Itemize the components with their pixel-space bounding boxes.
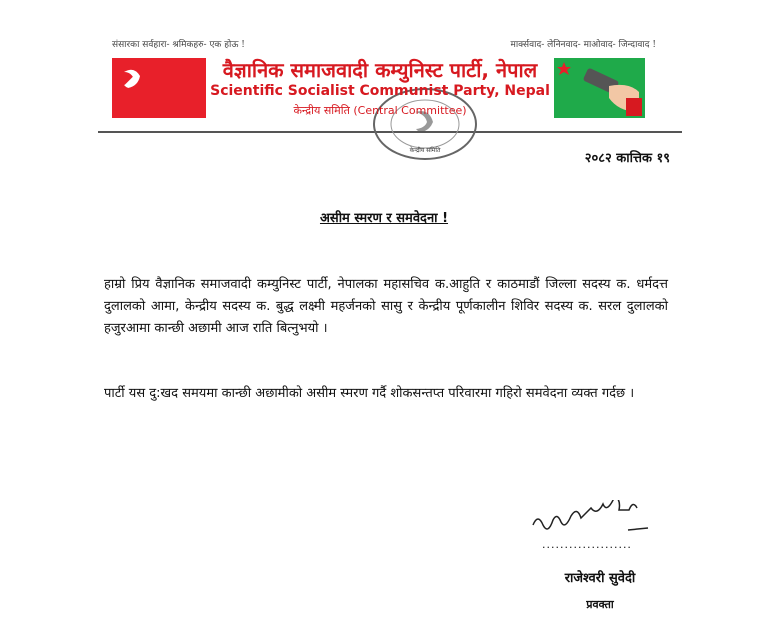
signatory-name: राजेश्वरी सुवेदी: [564, 571, 636, 586]
central-committee: केन्द्रीय समिति (Central Committee): [293, 104, 467, 117]
document-date: २०८२ कात्तिक १९: [584, 151, 670, 166]
document-heading: [0, 208, 768, 226]
signature-line: ....................: [542, 538, 632, 551]
svg-text:केन्द्रीय समिति: केन्द्रीय समिति: [409, 147, 441, 154]
signatory-role: प्रवक्ता: [586, 598, 614, 611]
paragraph-2: पार्टी यस दु:खद समयमा कान्छी अछामीको असीम स्मरण गर्दै शोकसन्तप्त परिवारमा गहिरो समवेदना व्यक्त गर्दछ ।: [104, 386, 635, 401]
party-name-nepali: वैज्ञानिक समाजवादी कम्युनिस्ट पार्टी, नेपाल: [222, 58, 538, 82]
signature: [528, 500, 663, 540]
slogan-left: संसारका सर्वहारा- श्रमिकहरु- एक होऊ !: [112, 40, 245, 50]
party-name-english: Scientific Socialist Communist Party, Nepal: [210, 83, 550, 99]
red-flag-logo: [112, 58, 206, 118]
heading-text: असीम स्मरण र समवेदना !: [319, 211, 449, 226]
seal-hammer-sickle-icon: [375, 90, 475, 158]
hammer-sickle-icon: [112, 58, 206, 118]
slogan-right: मार्क्सवाद- लेनिनवाद- माओवाद- जिन्दावाद !: [510, 40, 656, 50]
hand-star-icon: [554, 58, 645, 118]
paragraph-1: हाम्रो प्रिय वैज्ञानिक समाजवादी कम्युनिस्ट पार्टी, नेपालका महासचिव क.आहुति र काठमाडौं जिल्ला सदस्य क. धर्मदत्त दुलालको आमा, केन्द्रीय सदस्य क. बुद्ध लक्ष्मी महर्जनको सासु र केन्द्रीय पूर्णकालीन शिविर सदस्य क. सरल दुलालको हजुरआमा कान्छी अछामी आज राति बित्नुभयो ।: [104, 277, 668, 336]
green-flag-logo: [554, 58, 645, 118]
